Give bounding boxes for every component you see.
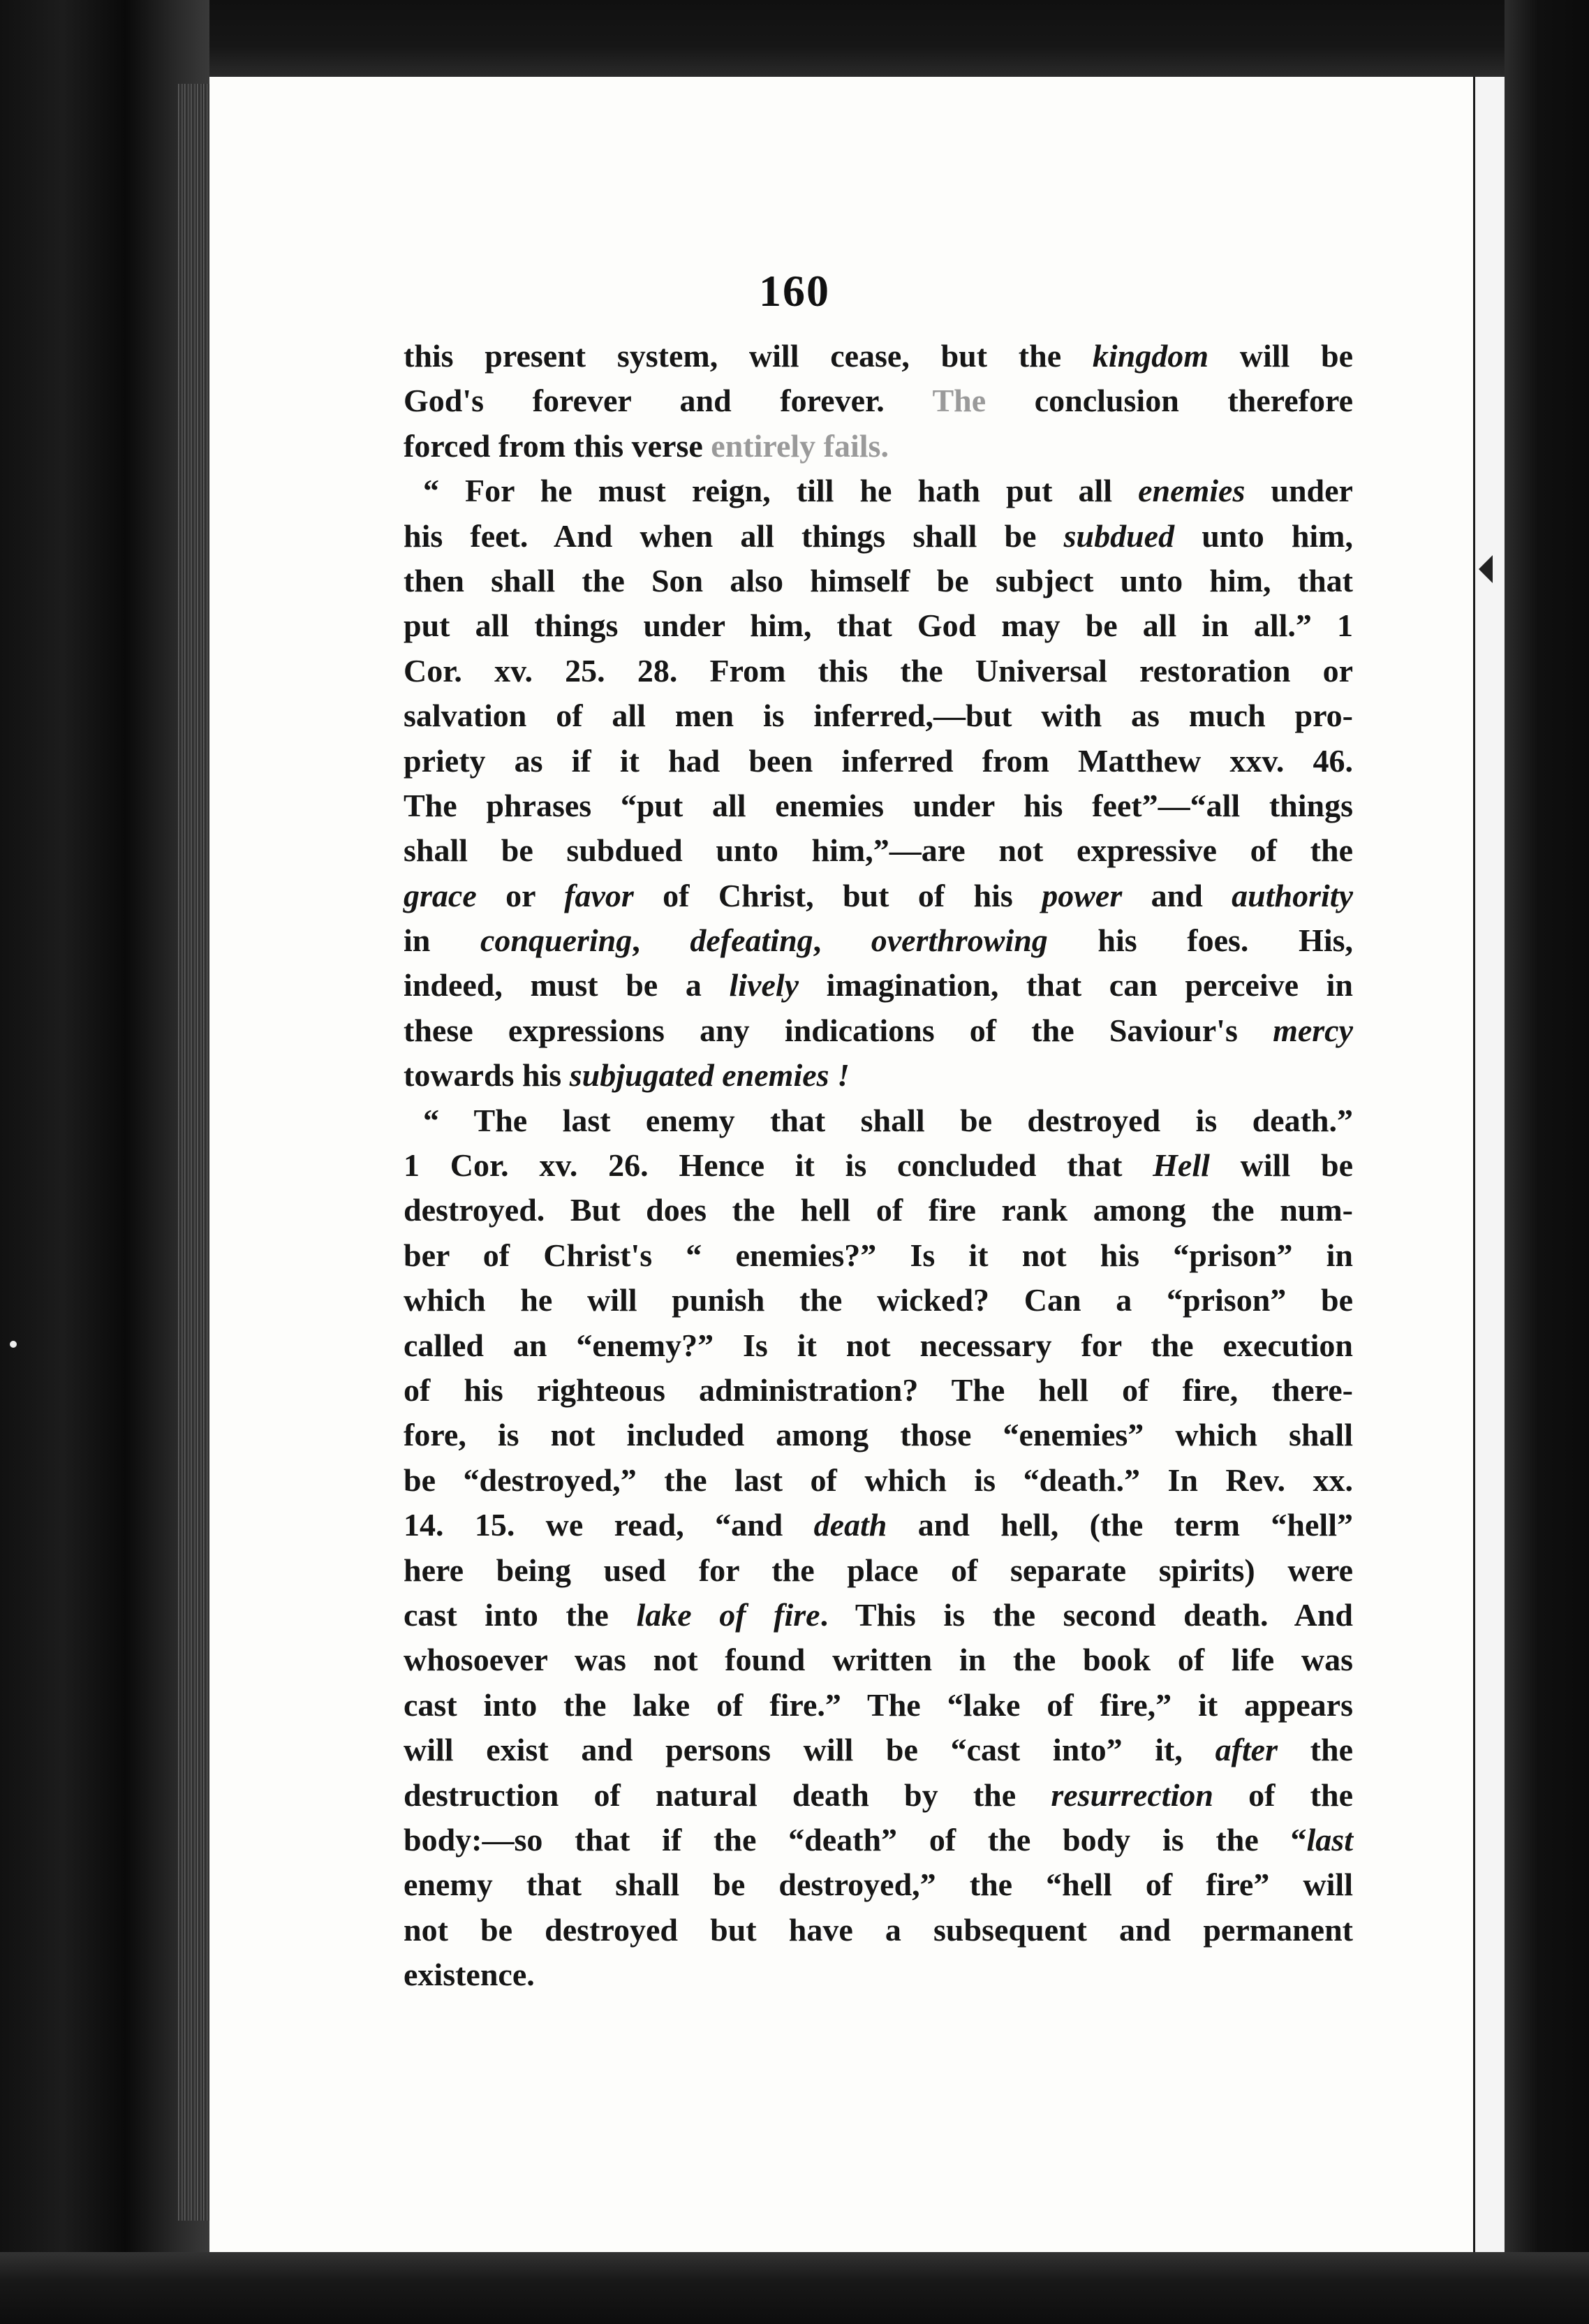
- italic-emphasis: lively: [729, 967, 799, 1003]
- text-line: [404, 1008, 1353, 1053]
- text-line: [404, 1683, 1353, 1728]
- text-run: and hell, (the term “hell”: [887, 1507, 1353, 1543]
- text-line: [404, 963, 1353, 1008]
- text-run: existence.: [404, 1957, 535, 1993]
- text-run: “ The last enemy that shall be destroyed is death.”: [423, 1102, 1353, 1138]
- text-run: cast into the: [404, 1596, 637, 1633]
- text-run: and: [1122, 877, 1232, 913]
- text-run: of his righteous administration? The hell of fire, there-: [404, 1371, 1353, 1408]
- text-run: ,: [813, 922, 871, 959]
- text-run: ,: [632, 922, 690, 959]
- text-run: “ For he must reign, till he hath put all: [423, 473, 1139, 509]
- text-line: [404, 1728, 1353, 1772]
- italic-emphasis: defeating: [690, 922, 813, 959]
- text-run: towards his: [404, 1057, 570, 1094]
- text-run: forced from this verse: [404, 427, 711, 464]
- italic-emphasis: kingdom: [1092, 338, 1209, 374]
- text-run: put all things under him, that God may be all in all.” 1: [404, 608, 1353, 644]
- text-line: [404, 1368, 1353, 1413]
- text-line: [404, 649, 1353, 693]
- text-run: then shall the Son also himself be subject unto him, that: [404, 562, 1353, 598]
- text-run: salvation of all men is inferred,—but with as much pro-: [404, 698, 1353, 734]
- text-line: [404, 1188, 1353, 1233]
- text-line: [404, 918, 1353, 963]
- text-line: [404, 469, 1353, 513]
- italic-emphasis: favor: [564, 877, 634, 913]
- italic-emphasis: subjugated enemies !: [569, 1057, 850, 1094]
- text-run: cast into the lake of fire.” The “lake of fire,” it appears: [404, 1686, 1353, 1723]
- text-line: [404, 874, 1353, 918]
- italic-emphasis: lake of fire: [636, 1596, 820, 1633]
- text-line: [404, 1818, 1353, 1862]
- italic-emphasis: overthrowing: [871, 922, 1048, 959]
- text-run: these expressions any indications of the Saviour's: [404, 1012, 1273, 1048]
- text-run: his feet. And when all things shall be: [404, 517, 1064, 554]
- facing-page-edge: [1473, 77, 1507, 2252]
- text-run: destruction of natural death by the: [404, 1777, 1051, 1813]
- faded-text: entirely fails.: [711, 427, 889, 464]
- text-run: conclusion therefore: [986, 383, 1354, 419]
- text-run: of Christ, but of his: [633, 877, 1042, 913]
- text-line: [404, 739, 1353, 784]
- text-run: this present system, will cease, but the: [404, 338, 1093, 374]
- text-line: [404, 603, 1353, 648]
- italic-emphasis: Hell: [1153, 1147, 1210, 1184]
- italic-emphasis: enemies: [1138, 473, 1246, 509]
- italic-emphasis: subdued: [1063, 517, 1175, 554]
- text-run: destroyed. But does the hell of fire rank among the num-: [404, 1192, 1353, 1228]
- text-run: body:—so that if the “death” of the body is the “: [404, 1821, 1307, 1858]
- page-edges: [178, 84, 212, 2221]
- text-run: The phrases “put all enemies under his feet”—“all things: [404, 787, 1353, 823]
- text-line: [404, 828, 1353, 873]
- text-line: [404, 424, 1353, 469]
- text-run: which he will punish the wicked? Can a “prison” be: [404, 1282, 1353, 1318]
- text-line: [404, 559, 1353, 603]
- scan-bottom-border: [0, 2252, 1589, 2324]
- text-run: . This is the second death. And: [820, 1596, 1354, 1633]
- text-line: [404, 1413, 1353, 1457]
- text-line: [404, 334, 1353, 378]
- text-line: [404, 693, 1353, 738]
- text-run: Cor. xv. 25. 28. From this the Universal restoration or: [404, 652, 1353, 689]
- italic-emphasis: grace: [404, 877, 477, 913]
- text-run: priety as if it had been inferred from Matthew xxv. 46.: [404, 742, 1353, 779]
- italic-emphasis: last: [1306, 1821, 1353, 1858]
- italic-emphasis: death: [813, 1507, 887, 1543]
- italic-emphasis: conquering: [480, 922, 633, 959]
- text-line: [404, 1233, 1353, 1278]
- text-run: or: [476, 877, 565, 913]
- text-line: [404, 1278, 1353, 1323]
- text-run: will be: [1209, 338, 1354, 374]
- text-line: [404, 1458, 1353, 1503]
- text-run: of the: [1213, 1777, 1353, 1813]
- text-run: 1 Cor. xv. 26. Hence it is concluded that: [404, 1147, 1153, 1184]
- text-run: 14. 15. we read, “and: [404, 1507, 814, 1543]
- text-run: under: [1245, 473, 1353, 509]
- scan-right-border: [1505, 0, 1589, 2324]
- text-run: shall be subdued unto him,”—are not expressive of the: [404, 832, 1353, 869]
- text-run: not be destroyed but have a subsequent and permanent: [404, 1911, 1353, 1948]
- text-run: will exist and persons will be “cast into” it,: [404, 1732, 1215, 1768]
- dust-speck: [10, 1341, 17, 1348]
- text-run: his foes. His,: [1047, 922, 1353, 959]
- italic-emphasis: mercy: [1273, 1012, 1353, 1048]
- scan-top-border: [0, 0, 1589, 77]
- text-line: [404, 1773, 1353, 1818]
- text-line: [404, 1503, 1353, 1547]
- text-line: [404, 1098, 1353, 1143]
- text-line: [404, 1638, 1353, 1682]
- italic-emphasis: resurrection: [1051, 1777, 1213, 1813]
- italic-emphasis: after: [1215, 1732, 1278, 1768]
- text-run: be “destroyed,” the last of which is “death.” In Rev. xx.: [404, 1462, 1353, 1498]
- text-line: [404, 1323, 1353, 1368]
- italic-emphasis: authority: [1232, 877, 1353, 913]
- page-number: 160: [759, 266, 830, 316]
- text-run: here being used for the place of separate spirits) were: [404, 1552, 1353, 1588]
- text-line: [404, 378, 1353, 423]
- text-run: the: [1277, 1732, 1353, 1768]
- text-run: whosoever was not found written in the book of life was: [404, 1642, 1353, 1678]
- text-run: enemy that shall be destroyed,” the “hell of fire” will: [404, 1867, 1353, 1903]
- text-run: fore, is not included among those “enemies” which shall: [404, 1417, 1353, 1453]
- faded-text: The: [932, 383, 986, 419]
- text-run: unto him,: [1174, 517, 1353, 554]
- text-line: [404, 784, 1353, 828]
- text-line: [404, 1053, 1353, 1098]
- text-run: called an “enemy?” Is it not necessary for the execution: [404, 1327, 1353, 1363]
- text-run: imagination, that can perceive in: [799, 967, 1354, 1003]
- text-line: [404, 514, 1353, 559]
- text-line: [404, 1862, 1353, 1907]
- italic-emphasis: power: [1042, 877, 1123, 913]
- text-run: will be: [1209, 1147, 1353, 1184]
- text-run: indeed, must be a: [404, 967, 730, 1003]
- text-line: [404, 1952, 1353, 1997]
- text-line: [404, 1548, 1353, 1593]
- page-body-text: [404, 334, 1353, 1997]
- text-run: ber of Christ's “ enemies?” Is it not his “prison” in: [404, 1237, 1353, 1273]
- text-run: in: [404, 922, 480, 959]
- text-line: [404, 1908, 1353, 1952]
- text-run: God's forever and forever.: [404, 383, 933, 419]
- text-line: [404, 1143, 1353, 1188]
- text-line: [404, 1593, 1353, 1638]
